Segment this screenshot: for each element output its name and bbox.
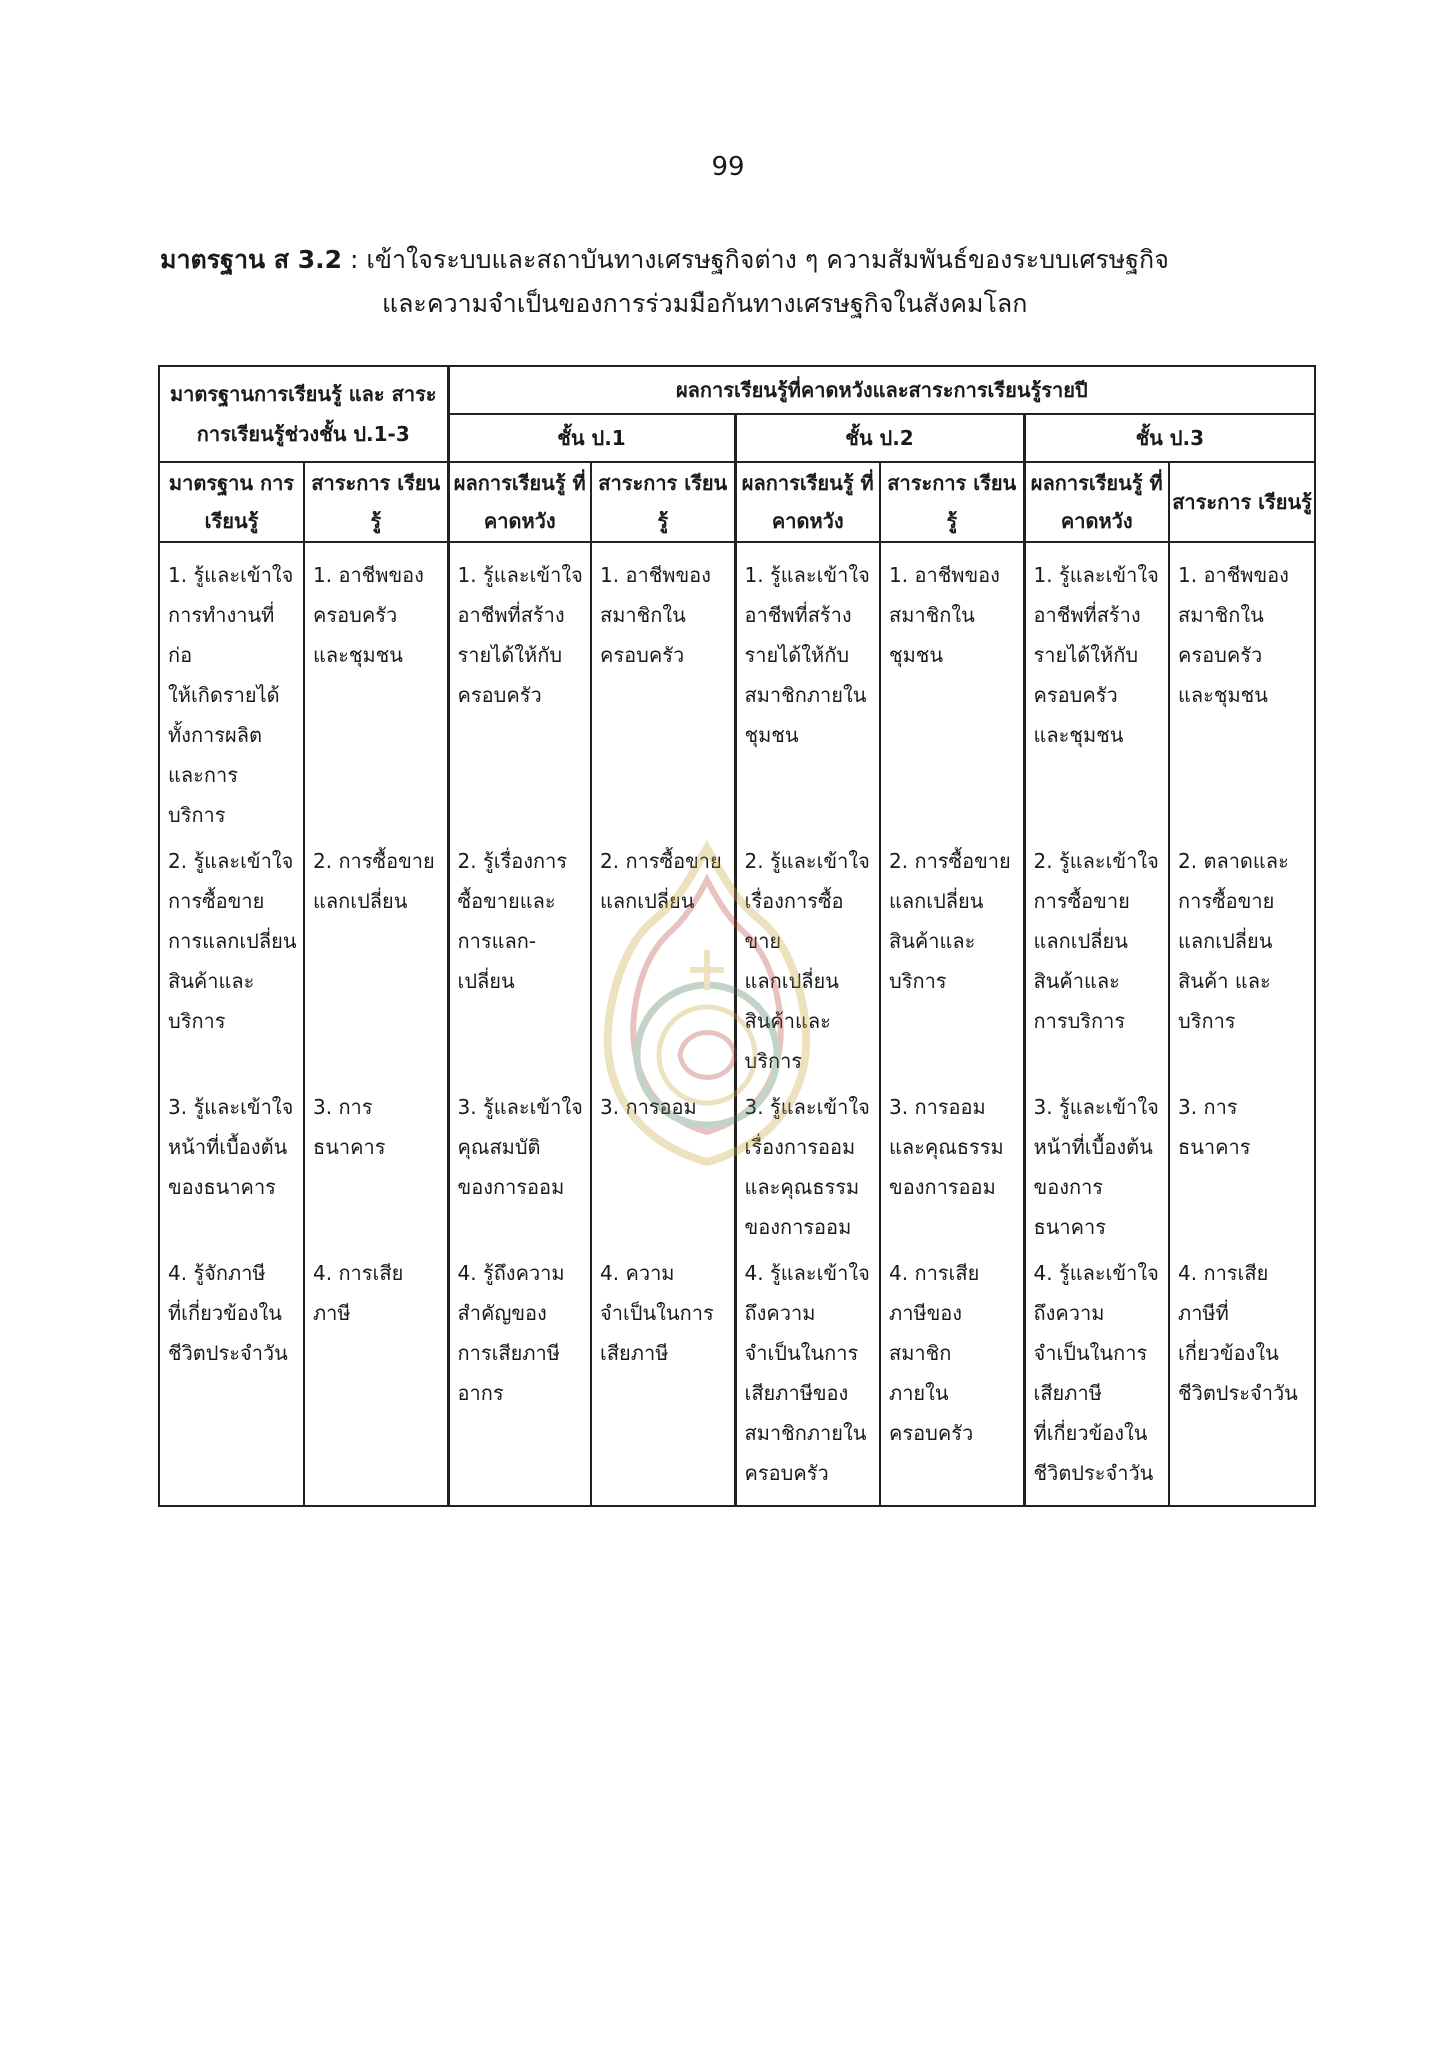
table-cell: 1. อาชีพของ สมาชิกใน ครอบครัว: [591, 542, 735, 837]
table-row: [159, 837, 1315, 1083]
table-cell: 3. การ ธนาคาร: [1169, 1083, 1315, 1249]
column-header: สาระการ เรียนรู้: [1169, 462, 1315, 542]
table-cell: 2. การซื้อขาย แลกเปลี่ยน: [304, 837, 448, 1083]
grade-header-p3: ชั้น ป.3: [1024, 414, 1315, 462]
table-cell: 1. รู้และเข้าใจ อาชีพที่สร้าง รายได้ให้กับ ครอบครัว และชุมชน: [1024, 542, 1169, 837]
page-number: 99: [711, 152, 745, 182]
table-cell: 4. รู้จักภาษี ที่เกี่ยวข้องใน ชีวิตประจำวัน: [159, 1249, 304, 1506]
table-cell: 1. อาชีพของ ครอบครัว และชุมชน: [304, 542, 448, 837]
right-group-header: ผลการเรียนรู้ที่คาดหวังและสาระการเรียนรู้รายปี: [448, 366, 1315, 414]
table-cell: 4. การเสีย ภาษีที่ เกี่ยวข้องใน ชีวิตประจำวัน: [1169, 1249, 1315, 1506]
column-header: ผลการเรียนรู้ ที่คาดหวัง: [735, 462, 880, 542]
table-cell: 2. รู้และเข้าใจ การซื้อขาย การแลกเปลี่ยน สินค้าและ บริการ: [159, 837, 304, 1083]
column-header: สาระการ เรียนรู้: [304, 462, 448, 542]
table-cell: 4. การเสีย ภาษี: [304, 1249, 448, 1506]
curriculum-table: [158, 365, 1316, 1507]
table-row: [159, 1083, 1315, 1249]
grade-header-p1: ชั้น ป.1: [448, 414, 735, 462]
column-header: ผลการเรียนรู้ ที่คาดหวัง: [448, 462, 591, 542]
table-cell: 4. ความ จำเป็นในการ เสียภาษี: [591, 1249, 735, 1506]
standard-label: มาตรฐาน ส 3.2: [160, 245, 343, 274]
table-cell: 2. รู้และเข้าใจ เรื่องการซื้อขาย แลกเปลี่ยน สินค้าและ บริการ: [735, 837, 880, 1083]
column-header: มาตรฐาน การเรียนรู้: [159, 462, 304, 542]
table-cell: 2. รู้และเข้าใจ การซื้อขาย แลกเปลี่ยน สินค้าและ การบริการ: [1024, 837, 1169, 1083]
table-cell: 1. อาชีพของ สมาชิกใน ชุมชน: [880, 542, 1024, 837]
table-cell: 1. รู้และเข้าใจ อาชีพที่สร้าง รายได้ให้กับ ครอบครัว: [448, 542, 591, 837]
table-cell: 3. รู้และเข้าใจ หน้าที่เบื้องต้น ของธนาคาร: [159, 1083, 304, 1249]
table-row: [159, 1249, 1315, 1506]
table-cell: 4. รู้และเข้าใจ ถึงความ จำเป็นในการ เสียภาษีของ สมาชิกภายใน ครอบครัว: [735, 1249, 880, 1506]
table-cell: 3. รู้และเข้าใจ คุณสมบัติ ของการออม: [448, 1083, 591, 1249]
table-cell: 1. รู้และเข้าใจ การทำงานที่ก่อ ให้เกิดรายได้ ทั้งการผลิต และการ บริการ: [159, 542, 304, 837]
table-cell: 3. การออม: [591, 1083, 735, 1249]
table-cell: 1. อาชีพของ สมาชิกใน ครอบครัว และชุมชน: [1169, 542, 1315, 837]
left-group-header: มาตรฐานการเรียนรู้ และ สาระการเรียนรู้ช่วงชั้น ป.1-3: [159, 366, 448, 462]
standard-separator: :: [342, 245, 367, 274]
table-row: [159, 542, 1315, 837]
table-cell: 3. การ ธนาคาร: [304, 1083, 448, 1249]
table-cell: 2. ตลาดและ การซื้อขาย แลกเปลี่ยน สินค้า และ บริการ: [1169, 837, 1315, 1083]
column-header: สาระการ เรียนรู้: [880, 462, 1024, 542]
table-cell: 4. การเสีย ภาษีของ สมาชิก ภายใน ครอบครัว: [880, 1249, 1024, 1506]
standard-line-2: และความจำเป็นของการร่วมมือกันทางเศรษฐกิจในสังคมโลก: [382, 289, 1028, 318]
grade-header-p2: ชั้น ป.2: [735, 414, 1024, 462]
standard-line-1: เข้าใจระบบและสถาบันทางเศรษฐกิจต่าง ๆ ความสัมพันธ์ของระบบเศรษฐกิจ: [366, 245, 1169, 274]
table-cell: 3. รู้และเข้าใจ เรื่องการออม และคุณธรรม ของการออม: [735, 1083, 880, 1249]
table-cell: 2. รู้เรื่องการ ซื้อขายและ การแลก- เปลี่ยน: [448, 837, 591, 1083]
table-cell: 3. การออม และคุณธรรม ของการออม: [880, 1083, 1024, 1249]
standard-statement: [160, 238, 1320, 326]
column-header: สาระการ เรียนรู้: [591, 462, 735, 542]
table-cell: 2. การซื้อขาย แลกเปลี่ยน สินค้าและ บริการ: [880, 837, 1024, 1083]
column-header: ผลการเรียนรู้ ที่คาดหวัง: [1024, 462, 1169, 542]
table-cell: 1. รู้และเข้าใจ อาชีพที่สร้าง รายได้ให้กับ สมาชิกภายใน ชุมชน: [735, 542, 880, 837]
table-cell: 4. รู้และเข้าใจ ถึงความ จำเป็นในการ เสียภาษี ที่เกี่ยวข้องใน ชีวิตประจำวัน: [1024, 1249, 1169, 1506]
table-cell: 2. การซื้อขาย แลกเปลี่ยน: [591, 837, 735, 1083]
table-cell: 3. รู้และเข้าใจ หน้าที่เบื้องต้น ของการ ธนาคาร: [1024, 1083, 1169, 1249]
table-cell: 4. รู้ถึงความ สำคัญของ การเสียภาษี อากร: [448, 1249, 591, 1506]
